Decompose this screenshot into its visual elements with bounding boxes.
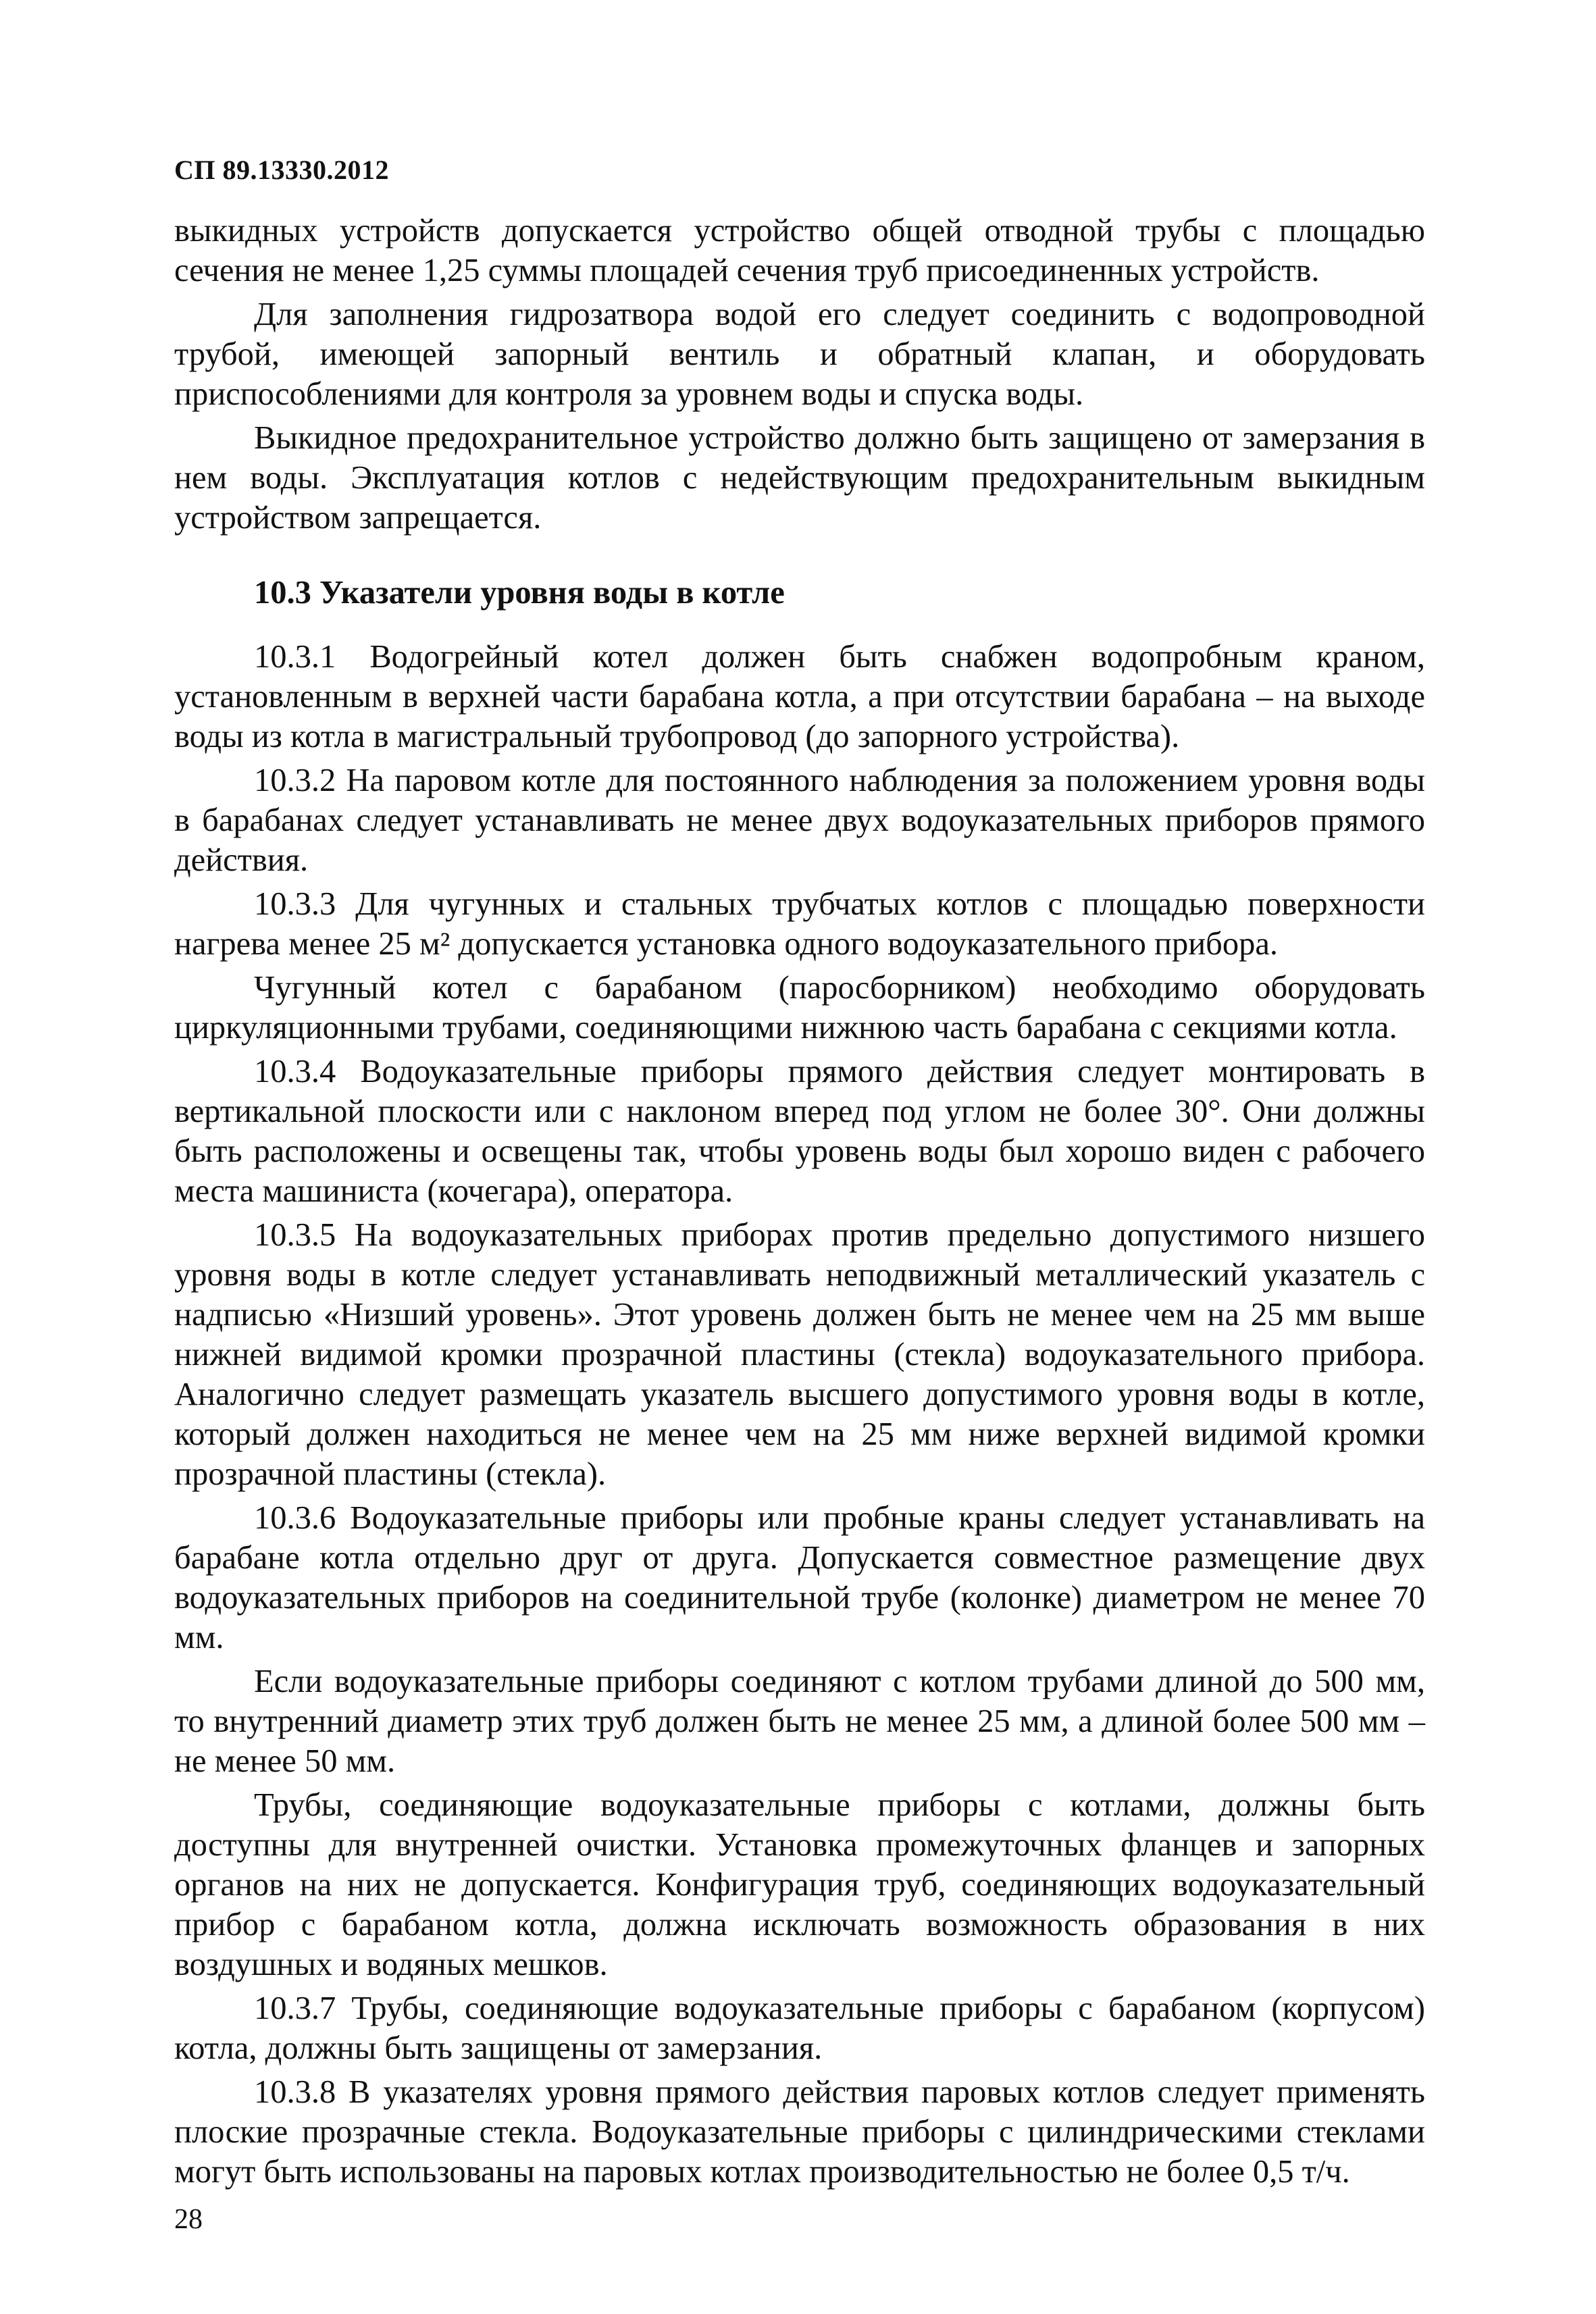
paragraph: Чугунный котел с барабаном (паросборником) необходимо оборудовать циркуляционными трубами, соединяющими нижнюю часть барабана с секциями котла. xyxy=(174,970,1425,1046)
paragraph: Трубы, соединяющие водоуказательные приборы с котлами, должны быть доступны для внутренней очистки. Установка промежуточных фланцев и запорных органов на них не допускается. Конфигурация труб, соединяющих водоуказательный прибор с барабаном котла, должна исключать возможность образования в них воздушных и водяных мешков. xyxy=(174,1787,1425,1982)
document-code-header: СП 89.13330.2012 xyxy=(174,155,389,185)
clause-10-3-6: 10.3.6 Водоуказательные приборы или пробные краны следует устанавливать на барабане котла отдельно друг от друга. Допускается совместное размещение двух водоуказательных приборов на соединительной трубе (колонке) диаметром не менее 70 мм. xyxy=(174,1500,1425,1655)
clause-10-3-1: 10.3.1 Водогрейный котел должен быть снабжен водопробным краном, установленным в верхней части барабана котла, а при отсутствии барабана – на выходе воды из котла в магистральный трубопровод (до запорного устройства). xyxy=(174,639,1425,754)
paragraph: Для заполнения гидрозатвора водой его следует соединить с водопроводной трубой, имеющей запорный вентиль и обратный клапан, и оборудовать приспособлениями для контроля за уровнем воды и спуска воды. xyxy=(174,297,1425,412)
clause-10-3-3: 10.3.3 Для чугунных и стальных трубчатых котлов с площадью поверхности нагрева менее 25 м² допускается установка одного водоуказательного прибора. xyxy=(174,886,1425,962)
clause-10-3-4: 10.3.4 Водоуказательные приборы прямого действия следует монтировать в вертикальной плоскости или с наклоном вперед под углом не более 30°. Они должны быть расположены и освещены так, чтобы уровень воды был хорошо виден с рабочего места машиниста (кочегара), оператора. xyxy=(174,1054,1425,1209)
clause-10-3-7: 10.3.7 Трубы, соединяющие водоуказательные приборы с барабаном (корпусом) котла, должны быть защищены от замерзания. xyxy=(174,1990,1425,2066)
section-heading: 10.3 Указатели уровня воды в котле xyxy=(254,575,785,611)
paragraph-continuation: выкидных устройств допускается устройство общей отводной трубы с площадью сечения не менее 1,25 суммы площадей сечения труб присоединенных устройств. xyxy=(174,213,1425,288)
clause-10-3-8: 10.3.8 В указателях уровня прямого действия паровых котлов следует применять плоские прозрачные стекла. Водоуказательные приборы с цилиндрическими стеклами могут быть использованы на паровых котлах производительностью не более 0,5 т/ч. xyxy=(174,2074,1425,2190)
page-body xyxy=(174,211,1425,2196)
paragraph: Выкидное предохранительное устройство должно быть защищено от замерзания в нем воды. Эксплуатация котлов с недействующим предохранительным выкидным устройством запрещается. xyxy=(174,420,1425,536)
page-number: 28 xyxy=(174,2204,203,2235)
clause-10-3-5: 10.3.5 На водоуказательных приборах против предельно допустимого низшего уровня воды в котле следует устанавливать неподвижный металлический указатель с надписью «Низший уровень». Этот уровень должен быть не менее чем на 25 мм выше нижней видимой кромки прозрачной пластины (стекла) водоуказательного прибора. Аналогично следует размещать указатель высшего допустимого уровня воды в котле, который должен находиться не менее чем на 25 мм ниже верхней видимой кромки прозрачной пластины (стекла). xyxy=(174,1217,1425,1492)
paragraph: Если водоуказательные приборы соединяют с котлом трубами длиной до 500 мм, то внутренний диаметр этих труб должен быть не менее 25 мм, а длиной более 500 мм – не менее 50 мм. xyxy=(174,1664,1425,1779)
clause-10-3-2: 10.3.2 На паровом котле для постоянного наблюдения за положением уровня воды в барабанах следует устанавливать не менее двух водоуказательных приборов прямого действия. xyxy=(174,763,1425,878)
